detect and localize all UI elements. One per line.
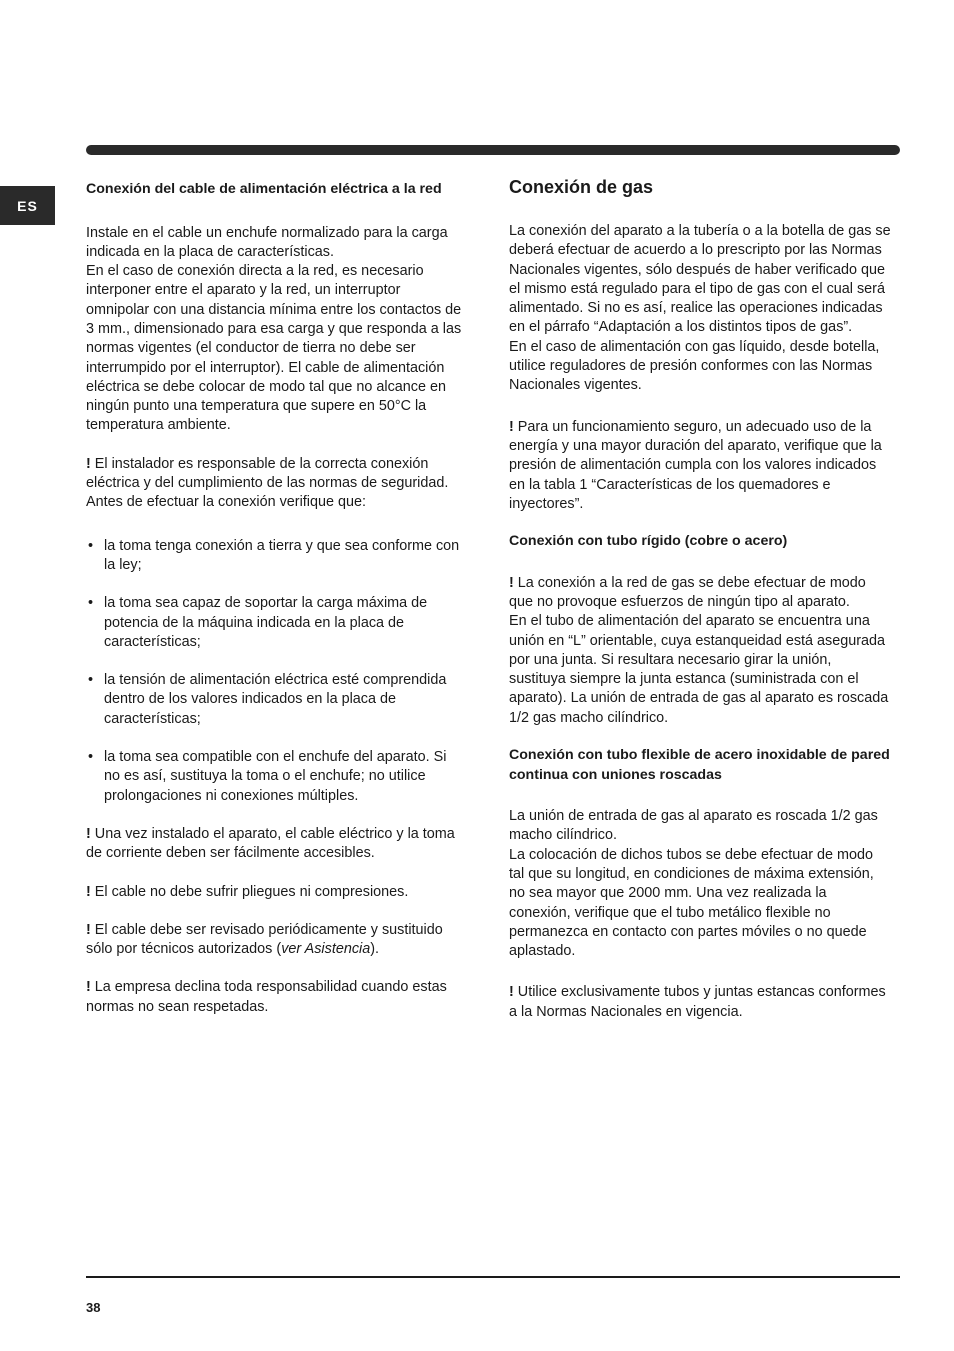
verification-list bbox=[86, 537, 466, 806]
warning-mark: ! bbox=[86, 979, 91, 996]
list-item: • la toma sea compatible con el enchufe del aparato. Si no es así, sustituya la toma o el enchufe; no utilice prolongaciones ni conexiones múltiples. bbox=[86, 748, 466, 806]
warning-mark: ! bbox=[509, 418, 514, 435]
intro-paragraph: Instale en el cable un enchufe normalizado para la carga indicada en la placa de características. bbox=[86, 224, 448, 260]
list-item: • la toma tenga conexión a tierra y que sea conforme con la ley; bbox=[86, 537, 466, 576]
gas-paragraph-2: En el caso de alimentación con gas líquido, desde botella, utilice reguladores de presión conformes con las Normas Nacionales vigentes. bbox=[509, 338, 880, 394]
page-number: 38 bbox=[86, 1300, 101, 1315]
gas-connection-title: Conexión de gas bbox=[509, 177, 654, 197]
right-column bbox=[509, 176, 891, 1022]
direct-connection-paragraph: En el caso de conexión directa a la red, es necesario interponer entre el aparato y la red, un interruptor omnipolar con una distancia mínima entre los contactos de 3 mm., dimensionado para esa carga y que responda a las normas vigentes (el conductor de tierra no debe ser interrumpido por el interruptor). El cable de alimentación eléctrica se debe colocar de modo tal que no alcance en ningún punto una temperatura que supere en 50°C la temperatura ambiente. bbox=[86, 263, 462, 434]
company-warning bbox=[86, 978, 466, 1017]
list-item: • la toma sea capaz de soportar la carga máxima de potencia de la máquina indicada en la placa de características; bbox=[86, 594, 466, 652]
left-column bbox=[86, 176, 466, 1017]
rigid-warning-text: La conexión a la red de gas se debe efectuar de modo que no provoque esfuerzos de ningún tipo al aparato. bbox=[509, 574, 866, 610]
rigid-paragraph: En el tubo de alimentación del aparato se encuentra una unión en “L” orientable, cuya estanqueidad está asegurada por una junta. Si resultara necesario girar la unión, sustituya siempre la junta estanca (suministrada con el aparato). La unión de entrada de gas al aparato es roscada 1/2 gas macho cilíndrico. bbox=[509, 613, 889, 726]
review-warning-text: El cable debe ser revisado periódicamente y sustituido sólo por técnicos autorizados ( bbox=[86, 921, 443, 958]
warning-mark: ! bbox=[86, 825, 91, 842]
installer-warning-text: El instalador es responsable de la correcta conexión eléctrica y del cumplimiento de las normas de seguridad. bbox=[86, 455, 449, 492]
bottom-rule bbox=[86, 1276, 900, 1278]
company-warning-text: La empresa declina toda responsabilidad cuando estas normas no sean respetadas. bbox=[86, 979, 447, 1015]
flexible-paragraph-2: La colocación de dichos tubos se debe efectuar de modo tal que su longitud, en condiciones de máxima extensión, no sea mayor que 2000 mm. Una vez realizada la conexión, verifique que el tubo metálico flexible no permanezca en contacto con partes móviles o no quede aplastado. bbox=[509, 846, 874, 960]
flexible-tube-heading: Conexión con tubo flexible de acero inoxidable de pared continua con uniones roscadas bbox=[509, 747, 890, 783]
rigid-tube-heading: Conexión con tubo rígido (cobre o acero) bbox=[509, 533, 788, 550]
flexible-warning bbox=[509, 983, 891, 1022]
review-warning-end: ). bbox=[370, 941, 380, 958]
warning-mark: ! bbox=[86, 921, 91, 938]
electrical-connection-heading: Conexión del cable de alimentación eléctrica a la red bbox=[86, 181, 442, 197]
rigid-warning bbox=[509, 574, 891, 613]
top-rule-bar bbox=[86, 145, 900, 155]
before-connection-text: Antes de efectuar la conexión verifique que: bbox=[86, 494, 366, 511]
folds-warning bbox=[86, 883, 466, 902]
assistance-reference: ver Asistencia bbox=[281, 941, 371, 958]
warning-mark: ! bbox=[86, 455, 91, 472]
installer-warning bbox=[86, 455, 466, 494]
warning-mark: ! bbox=[509, 984, 514, 1001]
flexible-warning-text: Utilice exclusivamente tubos y juntas estancas conformes a la Normas Nacionales en vigencia. bbox=[509, 984, 886, 1020]
flexible-paragraph-1: La unión de entrada de gas al aparato es roscada 1/2 gas macho cilíndrico. bbox=[509, 808, 878, 844]
accessible-warning-text: Una vez instalado el aparato, el cable eléctrico y la toma de corriente deben ser fácilmente accesibles. bbox=[86, 825, 455, 862]
warning-mark: ! bbox=[86, 883, 91, 900]
list-item: • la tensión de alimentación eléctrica esté comprendida dentro de los valores indicados en la placa de características; bbox=[86, 671, 466, 729]
review-warning bbox=[86, 921, 466, 960]
safety-warning-text: Para un funcionamiento seguro, un adecuado uso de la energía y una mayor duración del aparato, verifique que la presión de alimentación cumpla con los valores indicados en la tabla 1 “Características de los quemadores e inyectores”. bbox=[509, 418, 882, 512]
safety-warning bbox=[509, 418, 891, 514]
warning-mark: ! bbox=[509, 574, 514, 591]
folds-warning-text: El cable no debe sufrir pliegues ni compresiones. bbox=[94, 883, 409, 900]
gas-paragraph-1: La conexión del aparato a la tubería o a la botella de gas se deberá efectuar de acuerdo a lo prescripto por las Normas Nacionales vigentes, sólo después de haber verificado que el mismo está regulado para el tipo de gas con el cual será alimentado. Si no es así, realice las operaciones indicadas en el párrafo “Adaptación a los distintos tipos de gas”. bbox=[509, 223, 891, 336]
language-tab: ES bbox=[0, 186, 55, 225]
accessible-warning bbox=[86, 825, 466, 864]
